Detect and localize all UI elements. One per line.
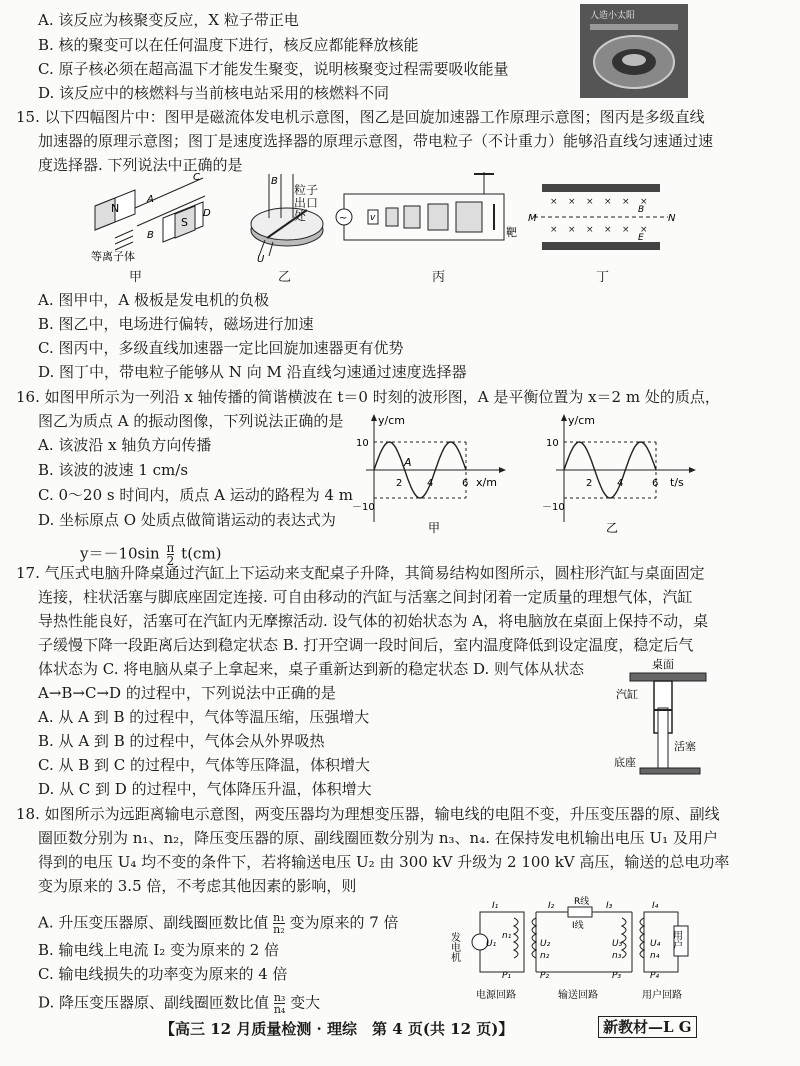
frac-num: n₁ (273, 911, 285, 924)
q17-option-a: A. 从 A 到 B 的过程中，气体等温压缩，压强增大 (38, 708, 370, 726)
user-loop-label: 用户回路 (642, 990, 682, 1001)
desk-label: 桌面 (652, 658, 674, 671)
svg-text:×: × (586, 197, 594, 207)
svg-text:P₃: P₃ (612, 971, 622, 981)
q18-option-a (38, 912, 399, 935)
source-loop-label: 电源回路 (476, 990, 516, 1001)
svg-text:×: × (622, 197, 630, 207)
graph1-point-a: A (404, 456, 412, 469)
graph2-ylabel: y/cm (568, 414, 595, 427)
fusion-reactor-photo (580, 4, 688, 98)
q17-stem-line2: 连接，柱状活塞与脚底座固定连接. 可自由移动的汽缸与活塞之间封闭着一定质量的理想气体，汽缸 (38, 588, 693, 606)
svg-text:×: × (604, 197, 612, 207)
q18-option-c: C. 输电线损失的功率变为原来的 4 倍 (38, 965, 288, 983)
q17-stem-line3: 导热性能良好，活塞可在汽缸内无摩擦活动. 设气体的初始状态为 A，将电脑放在桌面上保持不动，桌 (38, 612, 709, 630)
svg-text:×: × (550, 225, 558, 235)
graph1-ytick-top: 10 (356, 438, 369, 449)
svg-text:P₄: P₄ (650, 971, 660, 981)
formula-denominator: 2 (166, 554, 175, 568)
cylinder-label: 汽缸 (616, 688, 638, 701)
q17-stem-line1: 17. 气压式电脑升降桌通过汽缸上下运动来支配桌子升降，其简易结构如图所示，圆柱形汽缸与桌面固定 (16, 564, 705, 582)
frac-den: n₄ (273, 1003, 286, 1016)
graph1-xlabel: x/m (476, 476, 497, 489)
graph1-xtick-4: 4 (427, 478, 434, 489)
formula-right: t(cm) (181, 544, 222, 563)
q16-option-c: C. 0～20 s 时间内，质点 A 运动的路程为 4 m (38, 486, 354, 504)
svg-text:B: B (271, 176, 278, 187)
page-footer: 【高三 12 月质量检测 · 理综 第 4 页(共 12 页)】 (160, 1020, 514, 1038)
base-label: 底座 (614, 756, 636, 769)
svg-text:U₄: U₄ (650, 939, 661, 949)
fig-caption-yi: 乙 (278, 270, 292, 285)
svg-text:U: U (257, 254, 265, 265)
q17-stem-line4: 子缓慢下降一段距离后达到稳定状态 B. 打开空调一段时间后，室内温度降低到设定温度，稳定后气 (38, 636, 694, 654)
q17-option-c: C. 从 B 到 C 的过程中，气体等压降温，体积增大 (38, 756, 371, 774)
svg-text:×: × (568, 197, 576, 207)
mhd-generator-figure (75, 168, 225, 263)
q18-option-d-post: 变大 (290, 993, 321, 1012)
graph1-ytick-bottom: －10 (352, 502, 375, 513)
svg-text:n₃: n₃ (612, 951, 622, 961)
q18-option-a-post: 变为原来的 7 倍 (289, 913, 399, 932)
svg-text:E: E (638, 233, 644, 243)
graph2-xlabel: t/s (670, 476, 684, 489)
svg-text:M: M (528, 213, 537, 224)
svg-text:N: N (668, 213, 676, 224)
plasma-label: 等离子体 (91, 250, 135, 263)
svg-text:I₂: I₂ (548, 901, 555, 911)
q15-option-c: C. 图丙中，多级直线加速器一定比回旋加速器更有优势 (38, 339, 404, 357)
q14-option-d: D. 该反应中的核燃料与当前核电站采用的核燃料不同 (38, 84, 390, 102)
graph2-caption: 乙 (606, 521, 619, 535)
q18-stem-line2: 圈匝数分别为 n₁、n₂，降压变压器的原、副线圈匝数分别为 n₃、n₄. 在保持发电机输出电压 U₁ 及用户 (38, 829, 718, 847)
graph1-caption: 甲 (428, 521, 441, 535)
q18-option-d-pre: D. 降压变压器原、副线圈匝数比值 (38, 993, 270, 1012)
graph1-xtick-2: 2 (396, 478, 403, 489)
power-transmission-figure (448, 897, 700, 1008)
svg-text:D: D (203, 208, 211, 219)
svg-text:×: × (604, 225, 612, 235)
q18-stem-line3: 得到的电压 U₄ 均不变的条件下，若将输送电压 U₂ 由 300 kV 升级为 2 100 kV 高压，输送的总电功率 (38, 853, 730, 871)
svg-text:C: C (193, 172, 200, 183)
svg-text:×: × (586, 225, 594, 235)
svg-text:v: v (370, 213, 376, 223)
graph1-ylabel: y/cm (378, 414, 405, 427)
graph1-xtick-6: 6 (462, 478, 469, 489)
q17-stem-line6: A→B→C→D 的过程中，下列说法中正确的是 (38, 684, 336, 702)
graph2-xtick-2: 2 (586, 478, 593, 489)
formula-left: y＝－10sin (80, 544, 160, 563)
graph2-ytick-bottom: －10 (542, 502, 565, 513)
svg-text:U₁: U₁ (486, 939, 497, 949)
graph2-xtick-6: 6 (652, 478, 659, 489)
svg-text:N: N (111, 202, 120, 215)
svg-text:P₂: P₂ (540, 971, 550, 981)
svg-text:×: × (622, 225, 630, 235)
graph2-ytick-top: 10 (546, 438, 559, 449)
svg-text:I₄: I₄ (652, 901, 659, 911)
fig-caption-ding: 丁 (596, 270, 610, 285)
q18-option-d (38, 992, 320, 1015)
svg-text:×: × (568, 225, 576, 235)
q15-stem-line2: 加速器的原理示意图；图丁是速度选择器的原理示意图，带电粒子（不计重力）能够沿直线匀速通过速 (38, 132, 714, 150)
lift-desk-figure (610, 658, 710, 783)
q16-option-a: A. 该波沿 x 轴负方向传播 (38, 436, 212, 454)
svg-text:×: × (550, 197, 558, 207)
svg-text:n₁: n₁ (502, 931, 512, 941)
frac-num: n₃ (273, 991, 286, 1004)
svg-text:n₄: n₄ (650, 951, 660, 961)
svg-text:A: A (147, 194, 154, 205)
svg-text:S: S (181, 216, 188, 229)
q16-option-b: B. 该波的波速 1 cm/s (38, 461, 189, 479)
svg-text:B: B (147, 230, 154, 241)
fig-caption-jia: 甲 (129, 270, 143, 285)
generator-label: 发电机 (448, 932, 460, 962)
q16-stem-line1: 16. 如图甲所示为一列沿 x 轴传播的简谐横波在 t＝0 时刻的波形图，A 是平衡位置为 x＝2 m 处的质点， (16, 388, 720, 406)
graph2-xtick-4: 4 (617, 478, 624, 489)
q15-stem-line1: 15. 以下四幅图片中：图甲是磁流体发电机示意图，图乙是回旋加速器工作原理示意图；图丙是多级直线 (16, 108, 705, 126)
q18-option-b: B. 输电线上电流 I₂ 变为原来的 2 倍 (38, 941, 280, 959)
svg-text:×: × (640, 197, 648, 207)
velocity-selector-figure (528, 180, 678, 260)
particle-exit-label: 粒子出口处 (294, 183, 319, 223)
q15-option-d: D. 图丁中，带电粒子能够从 N 向 M 沿直线匀速通过速度选择器 (38, 363, 467, 381)
target-label: 靶 (506, 226, 517, 239)
svg-text:I₁: I₁ (492, 901, 499, 911)
line-resistance-label: R线 (574, 897, 590, 907)
svg-text:U₃: U₃ (612, 939, 623, 949)
svg-text:B: B (638, 205, 645, 215)
svg-text:×: × (640, 225, 648, 235)
fig-caption-bing: 丙 (432, 270, 446, 285)
svg-text:P₁: P₁ (502, 971, 512, 981)
wave-graph-jia (352, 410, 512, 536)
svg-text:n₂: n₂ (540, 951, 550, 961)
svg-text:~: ~ (339, 213, 348, 224)
photo-caption: 人造小太阳 (590, 11, 636, 21)
q18-stem-line1: 18. 如图所示为远距离输电示意图，两变压器均为理想变压器，输电线的电阻不变，升压变压器的原、副线 (16, 805, 720, 823)
q18-stem-line4: 变为原来的 3.5 倍，不考虑其他因素的影响，则 (38, 877, 357, 895)
q17-stem-line5: 体状态为 C. 将电脑从桌子上拿起来，桌子重新达到新的稳定状态 D. 则气体从状态 (38, 660, 585, 678)
q18-option-d-fraction (274, 992, 286, 1015)
edition-tag: 新教材—L G (598, 1016, 697, 1038)
svg-text:U₂: U₂ (540, 939, 551, 949)
user-label: 用户 (670, 930, 682, 950)
formula-numerator: π (166, 541, 175, 555)
q16-stem-line2: 图乙为质点 A 的振动图像，下列说法正确的是 (38, 412, 344, 430)
q18-option-a-fraction (273, 912, 285, 935)
transmission-loop-label: 输送回路 (558, 990, 598, 1001)
q14-option-a: A. 该反应为核聚变反应，X 粒子带正电 (38, 11, 299, 29)
q15-stem-line3: 度选择器. 下列说法中正确的是 (38, 156, 243, 174)
line-current-label: I线 (572, 921, 584, 931)
q15-option-b: B. 图乙中，电场进行偏转，磁场进行加速 (38, 315, 314, 333)
q16-option-d: D. 坐标原点 O 处质点做简谐运动的表达式为 (38, 511, 336, 529)
q18-option-a-pre: A. 升压变压器原、副线圈匝数比值 (38, 913, 269, 932)
q17-option-b: B. 从 A 到 B 的过程中，气体会从外界吸热 (38, 732, 325, 750)
q14-option-c: C. 原子核必须在超高温下才能发生聚变，说明核聚变过程需要吸收能量 (38, 60, 509, 78)
wave-graph-yi (542, 410, 702, 536)
svg-text:I₃: I₃ (606, 901, 613, 911)
q17-option-d: D. 从 C 到 D 的过程中，气体降压升温，体积增大 (38, 780, 372, 798)
q14-option-b: B. 核的聚变可以在任何温度下进行，核反应都能释放核能 (38, 36, 419, 54)
piston-label: 活塞 (674, 740, 696, 753)
linear-accelerator-figure (334, 172, 524, 252)
frac-den: n₂ (273, 923, 285, 936)
q15-option-a: A. 图甲中，A 极板是发电机的负极 (38, 291, 269, 309)
